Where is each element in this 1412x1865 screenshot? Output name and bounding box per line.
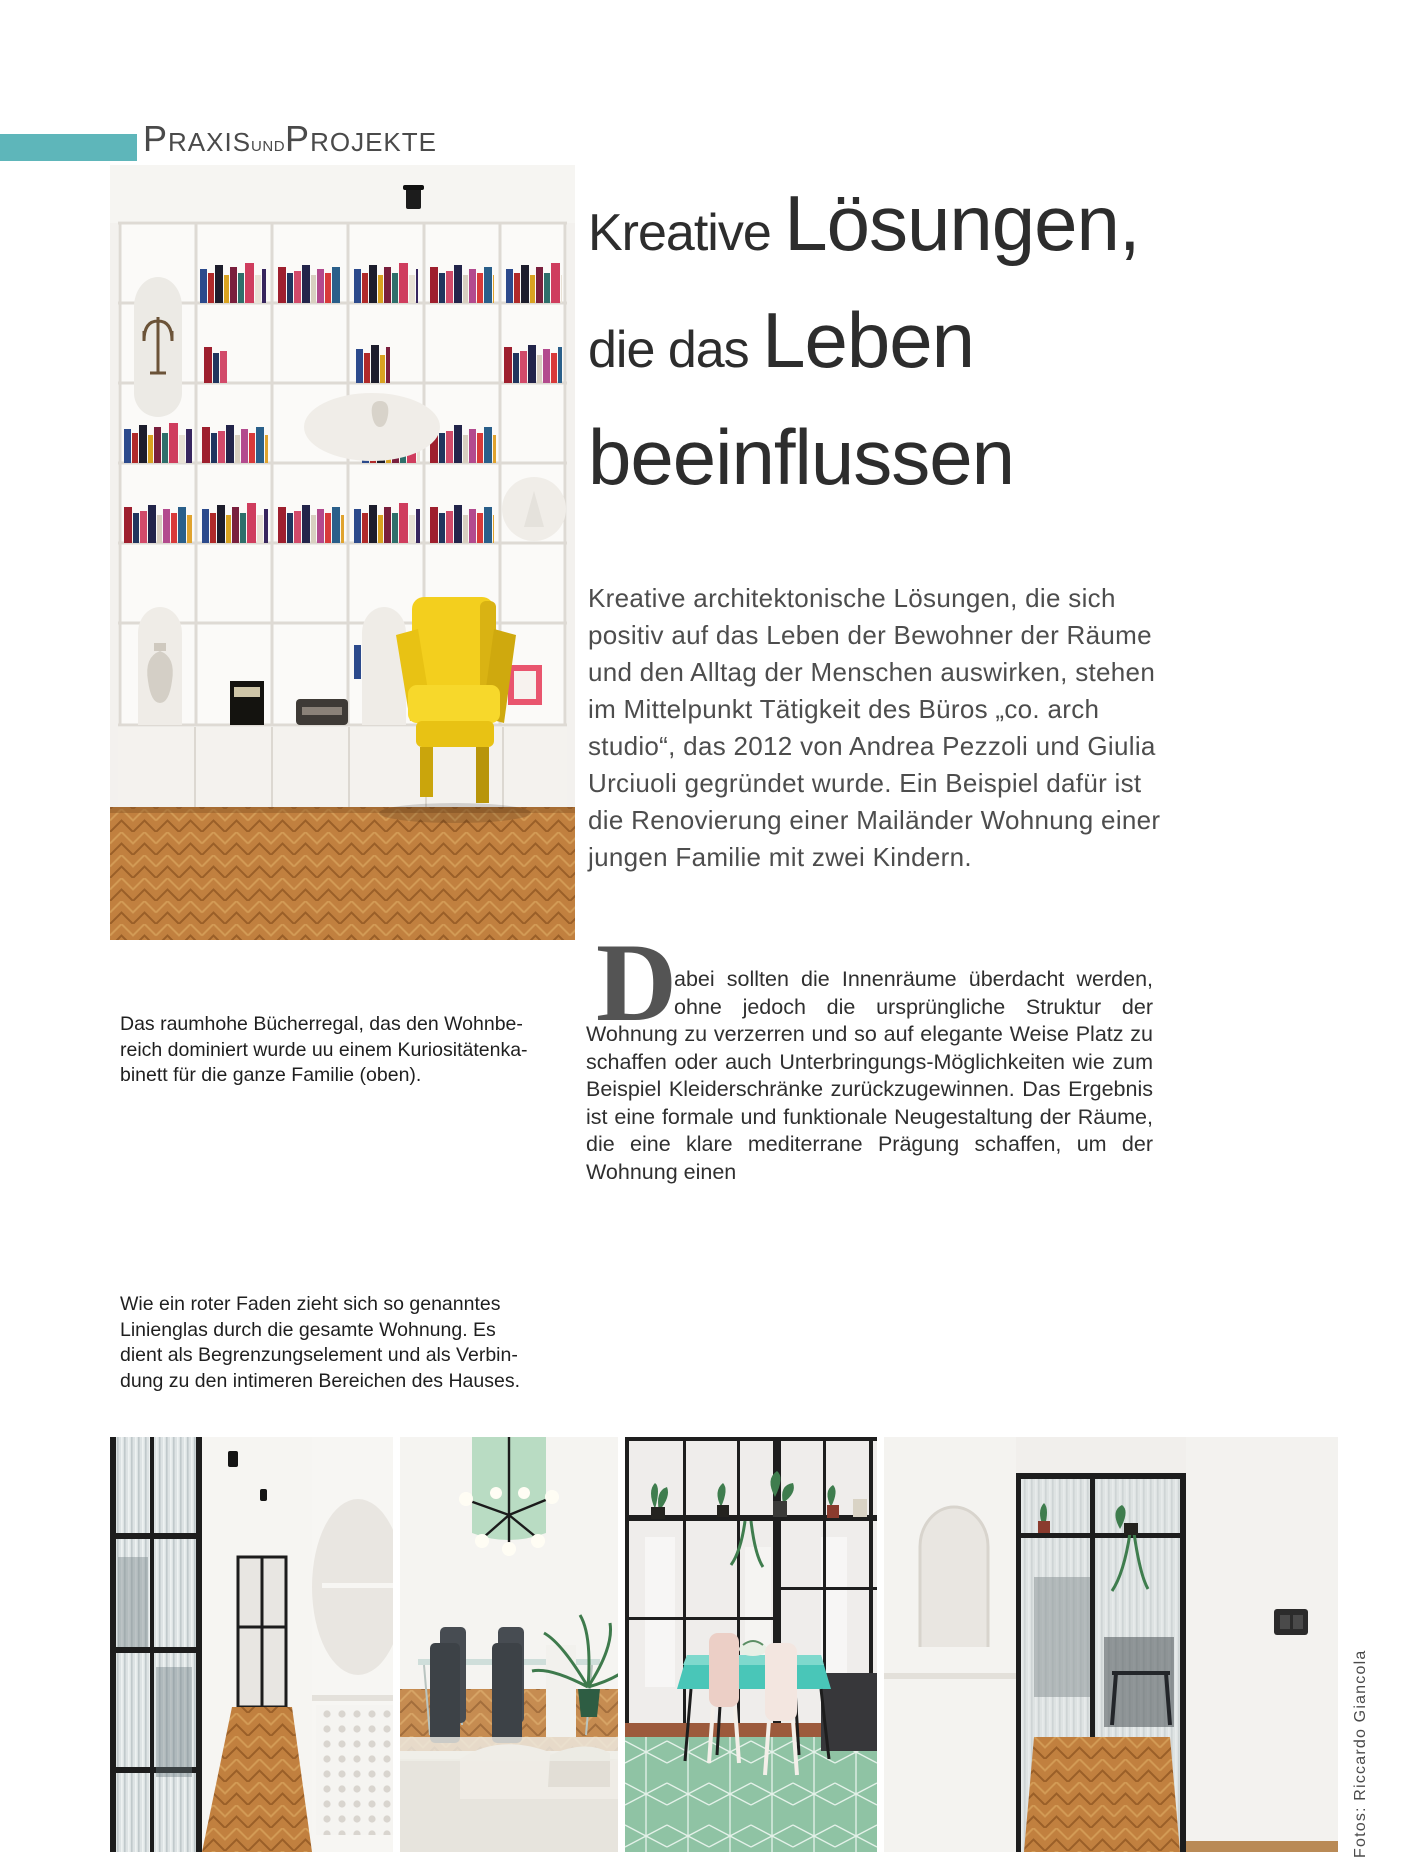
intro-paragraph: Kreative architektonische Lösungen, die sich positiv auf das Leben der Bewohner der Räume und den Alltag der Menschen auswirken, stehen im Mittelpunkt Tätigkeit des Büros „co. arch studio“, das 2012 von Andrea Pezzoli und Giulia Urciuoli gegründet wurde. Ein Beispiel dafür ist die Renovierung einer Mailänder Wohnung einer jungen Familie mit zwei Kindern. xyxy=(588,583,1161,872)
switch-wall xyxy=(1186,1437,1338,1852)
dining-illustration xyxy=(400,1437,618,1852)
dropcap-box xyxy=(586,921,677,1046)
caption-bookshelf xyxy=(120,1012,528,1089)
headline-word-leben: Leben xyxy=(762,296,975,384)
caption-lineglass xyxy=(120,1292,520,1394)
ceiling-spotlight xyxy=(403,185,424,209)
photo-glass-box-green-tiles xyxy=(625,1437,877,1852)
bookshelf-illustration xyxy=(110,165,575,940)
photo-bookshelf-living-room xyxy=(110,165,575,940)
kicker-conjunction: UND xyxy=(251,138,286,155)
kicker-initial-2: P xyxy=(285,118,311,159)
caption-line: Das raumhohe Bücherregal, das den Wohnbe- xyxy=(120,1013,523,1035)
photo-hallway-arch xyxy=(884,1437,1338,1852)
kicker-initial-1: P xyxy=(143,118,169,159)
corridor-view xyxy=(202,1437,312,1852)
green-tile-floor xyxy=(625,1737,877,1852)
photo-corridor-fluted-glass xyxy=(110,1437,393,1852)
caption-line: dung zu den intimeren Bereichen des Hauses. xyxy=(120,1369,520,1392)
caption-line: Wie ein roter Faden zieht sich so genanntes xyxy=(120,1293,501,1315)
headline-word-loesungen: Lösungen, xyxy=(784,179,1140,267)
kicker-word-2: ROJEKTE xyxy=(310,127,437,157)
body-paragraph xyxy=(586,921,1153,1186)
caption-line: Linienglas durch die gesamte Wohnung. Es xyxy=(120,1318,496,1341)
photo-credit: Fotos: Riccardo Giancola xyxy=(1352,1649,1369,1858)
white-pedestal xyxy=(546,1645,576,1737)
cabinet-arch-volume xyxy=(312,1437,393,1852)
hallway-illustration xyxy=(884,1437,1338,1852)
caption-line: dient als Begrenzungselement und als Verbin- xyxy=(120,1344,518,1366)
headline-word-kreative: Kreative xyxy=(588,204,785,262)
caption-line: binett für die ganze Familie (oben). xyxy=(120,1064,422,1086)
section-kicker xyxy=(143,118,437,164)
body-text: abei sollten die Innenräume überdacht werden, ohne jedoch die ursprüngliche Struktur der Wohnung zu verzerren und so auf elegante Weise Platz zu schaffen oder auch Unterbringungs-Möglichkeiten wie zum Beispiel Kleiderschränke zurückzugewinnen. Das Ergebnis ist eine formale und funktionale Neugestaltung der Räume, die eine klare mediterrane Prägung schaffen, um der Wohnung einen xyxy=(586,967,1153,1184)
glass-door-view xyxy=(1016,1473,1186,1852)
dropcap-letter: D xyxy=(596,921,677,1046)
headline-word-beeinflussen: beeinflussen xyxy=(588,413,1014,501)
accent-bar xyxy=(0,134,137,161)
kicker-word-1: RAXIS xyxy=(168,127,252,157)
headline-word-die-das: die das xyxy=(588,321,763,379)
glassbox-illustration xyxy=(625,1437,877,1852)
corridor-illustration xyxy=(110,1437,393,1852)
article-headline xyxy=(588,178,1168,529)
photo-dining-mint-ceiling xyxy=(400,1437,618,1852)
arched-niche-wall xyxy=(884,1437,1016,1852)
caption-line: reich dominiert wurde uu einem Kuriositätenka- xyxy=(120,1038,528,1061)
